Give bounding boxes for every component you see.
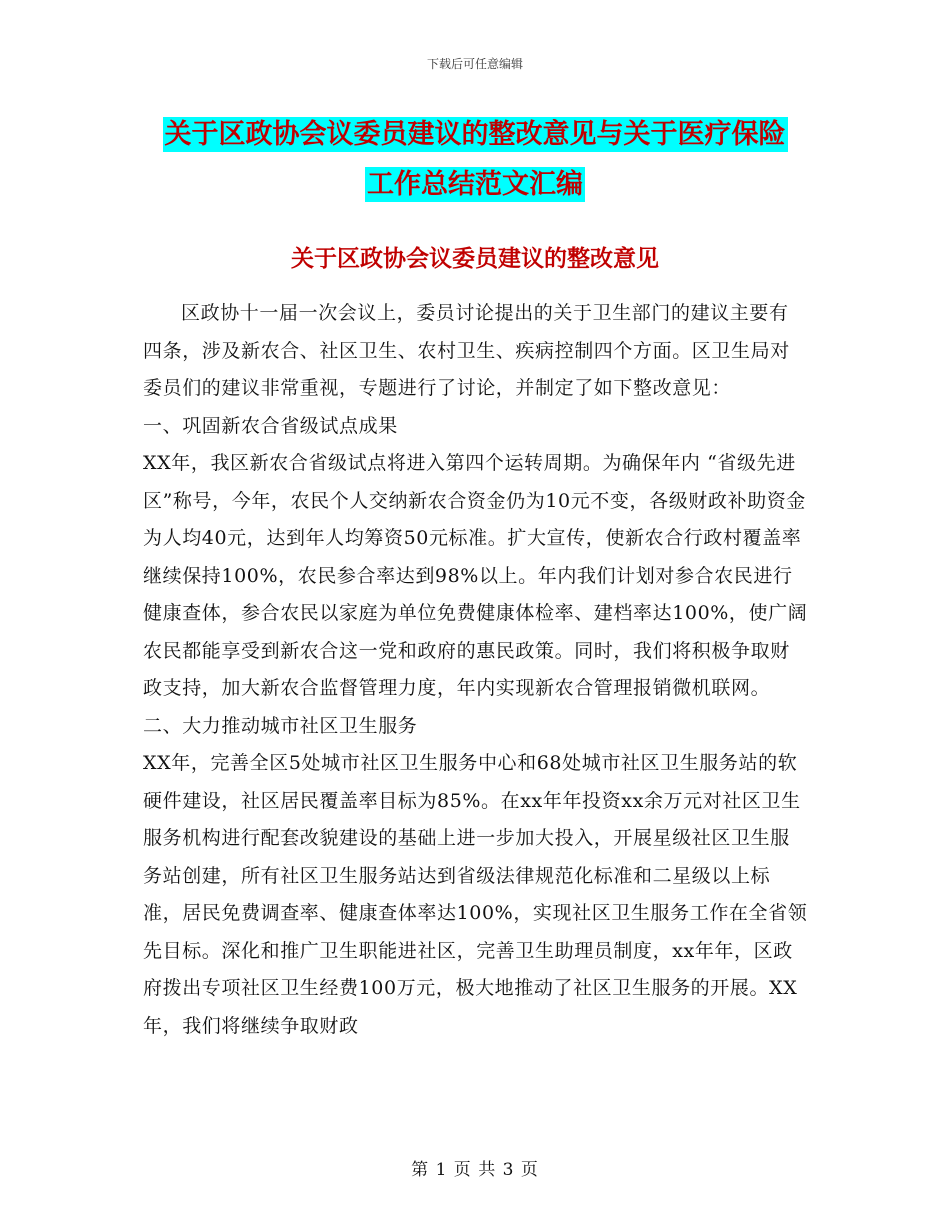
paragraph-intro: 区政协十一届一次会议上，委员讨论提出的关于卫生部门的建议主要有四条，涉及新农合、社区卫生、农村卫生、疾病控制四个方面。区卫生局对委员们的建议非常重视，专题进行了讨论，并制定了如下整改意见： — [143, 302, 790, 399]
paragraph-item-2: XX年，完善全区5处城市社区卫生服务中心和68处城市社区卫生服务站的软硬件建设，社区居民覆盖率目标为85%。在xx年年投资xx余万元对社区卫生服务机构进行配套改貌建设的基础上进一步加大投入，开展星级社区卫生服务站创建，所有社区卫生服务站达到省级法律规范化标准和二星级以上标准，居民免费调查率、健康查体率达100%，实现社区卫生服务工作在全省领先目标。深化和推广卫生职能进社区，完善卫生助理员制度，xx年年，区政府拨出专项社区卫生经费100万元，极大地推动了社区卫生服务的开展。XX年，我们将继续争取财政 — [143, 752, 808, 1037]
title-line-2: 工作总结范文汇编 — [367, 169, 583, 200]
document-title — [140, 110, 810, 210]
section-title: 关于区政协会议委员建议的整改意见 — [291, 245, 659, 272]
page-footer: 第 1 页 共 3 页 — [411, 1160, 539, 1180]
title-line-1: 关于区政协会议委员建议的整改意见与关于医疗保险 — [164, 119, 786, 150]
body-text — [143, 295, 808, 1045]
heading-item-2: 二、大力推动城市社区卫生服务 — [143, 714, 418, 737]
heading-item-1: 一、巩固新农合省级试点成果 — [143, 414, 398, 437]
paragraph-item-1: XX年，我区新农合省级试点将进入第四个运转周期。为确保年内 “省级先进区”称号，今年，农民个人交纳新农合资金仍为10元不变，各级财政补助资金为人均40元，达到年人均筹资50元标准。扩大宣传，使新农合行政村覆盖率继续保持100%，农民参合率达到98%以上。年内我们计划对参合农民进行健康查体，参合农民以家庭为单位免费健康体检率、建档率达100%，使广阔农民都能享受到新农合这一党和政府的惠民政策。同时，我们将积极争取财政支持，加大新农合监督管理力度，年内实现新农合管理报销微机联网。 — [143, 452, 808, 699]
header-note: 下载后可任意编辑 — [426, 57, 523, 71]
